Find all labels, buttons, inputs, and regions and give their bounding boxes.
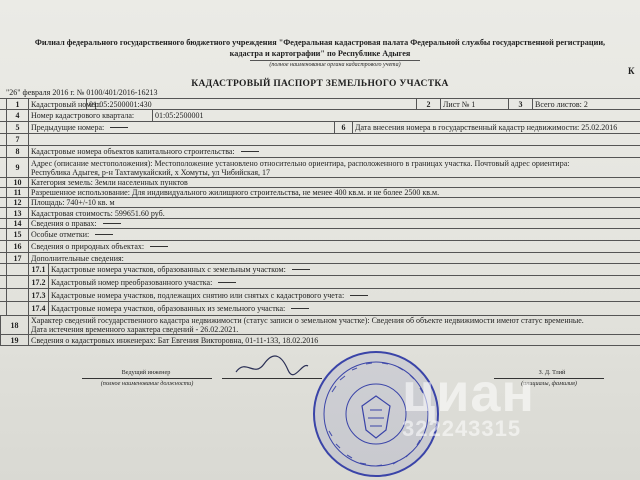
row-capital-objects bbox=[0, 146, 640, 158]
row-number: 17.1 bbox=[28, 264, 48, 275]
row-address bbox=[0, 158, 640, 178]
row-number: 6 bbox=[334, 122, 352, 133]
additional-info-label: Дополнительные сведения: bbox=[28, 253, 640, 263]
row-number: 17 bbox=[6, 253, 28, 263]
empty-value-dash bbox=[150, 246, 168, 247]
row-number: 1 bbox=[6, 99, 28, 109]
area: Площадь: 740+/-10 кв. м bbox=[28, 198, 640, 207]
row-number: 3 bbox=[508, 99, 532, 109]
document-title: КАДАСТРОВЫЙ ПАСПОРТ ЗЕМЕЛЬНОГО УЧАСТКА bbox=[191, 79, 449, 89]
cadastral-value: Кадастровая стоимость: 599651.60 руб. bbox=[28, 208, 640, 218]
row-number: 17.4 bbox=[28, 302, 48, 315]
row-17-2 bbox=[0, 276, 640, 289]
cadastral-number-value: 01:05:2500001:430 bbox=[86, 99, 416, 109]
temporary-expiry: Дата истечения временного характера сведений - 26.02.2021. bbox=[31, 325, 239, 334]
row-number: 5 bbox=[6, 122, 28, 133]
handwritten-signature bbox=[232, 352, 312, 380]
row-special-notes bbox=[0, 229, 640, 241]
name-caption: (инициалы, фамилия) bbox=[521, 380, 577, 387]
sheet-number: Лист № 1 bbox=[440, 99, 508, 109]
row-record-status bbox=[0, 316, 640, 335]
natural-objects-label: Сведения о природных объектах: bbox=[28, 241, 640, 252]
form-letter: К bbox=[628, 66, 635, 76]
row-number: 4 bbox=[6, 110, 28, 121]
row-cadastral-engineers bbox=[0, 335, 640, 346]
row-cadastral-value bbox=[0, 208, 640, 219]
record-status-cell bbox=[28, 316, 640, 334]
empty-value-dash bbox=[291, 308, 309, 309]
previous-numbers-label: Предыдущие номера: bbox=[28, 122, 334, 133]
row-permitted-use bbox=[0, 188, 640, 198]
quarter-number-label: Номер кадастрового квартала: bbox=[28, 110, 152, 121]
empty-value-dash bbox=[95, 234, 113, 235]
row-number: 12 bbox=[6, 198, 28, 207]
row-cadastral-number bbox=[0, 98, 640, 110]
quarter-number-value: 01:05:2500001 bbox=[152, 110, 640, 121]
row-17-1 bbox=[0, 263, 640, 276]
issuer-caption: (полное наименование органа кадастрового учета) bbox=[250, 60, 420, 68]
registration-date: Дата внесения номера в государственный кадастр недвижимости: 25.02.2016 bbox=[352, 122, 640, 133]
rights-label: Сведения о правах: bbox=[28, 219, 640, 228]
row-number: 2 bbox=[416, 99, 440, 109]
empty-value-dash bbox=[350, 295, 368, 296]
record-status: Характер сведений государственного кадастра недвижимости (статус записи о земельном участке): Сведения об объекте недвижимости имеют статус временные. bbox=[31, 316, 584, 325]
position-line bbox=[82, 378, 212, 379]
row-number: 10 bbox=[6, 178, 28, 187]
signer-name: З. Д. Тлий bbox=[538, 369, 566, 376]
cadastral-number-label: Кадастровый номер: bbox=[28, 99, 86, 109]
row-number: 13 bbox=[6, 208, 28, 218]
row-7-empty bbox=[28, 134, 640, 145]
address-cell bbox=[28, 158, 640, 177]
watermark-phone: 322243315 bbox=[402, 416, 522, 441]
cadastral-engineers: Сведения о кадастровых инженерах: Бат Евгения Викторовна, 01-11-133, 18.02.2016 bbox=[28, 335, 640, 345]
special-notes-label: Особые отметки: bbox=[28, 229, 640, 240]
address-postal: Республика Адыгея, р-н Тахтамукайский, х Хомуты, ул Чибийская, 17 bbox=[31, 167, 271, 177]
land-category: Категория земель: Земли населенных пунктов bbox=[28, 178, 640, 187]
row-additional-info bbox=[0, 253, 640, 263]
row-land-category bbox=[0, 178, 640, 188]
watermark-logo: циан bbox=[402, 363, 536, 423]
row-number: 11 bbox=[6, 188, 28, 197]
row-area bbox=[0, 198, 640, 208]
row-previous-numbers bbox=[0, 122, 640, 134]
address-description: Адрес (описание местоположения): Местоположение установлено относительно ориентира, расположенного в границах участка. Почтовый адрес ориентира: bbox=[31, 158, 570, 168]
issuer-line-2: кадастра и картографии" по Республике Адыгея bbox=[229, 49, 411, 58]
empty-value-dash bbox=[218, 282, 236, 283]
total-sheets: Всего листов: 2 bbox=[532, 99, 640, 109]
row-rights bbox=[0, 219, 640, 229]
removed-parcels-label: Кадастровые номера участков, подлежащих снятию или снятых с кадастрового учета: bbox=[48, 289, 640, 301]
signer-position: Ведущий инженер bbox=[121, 369, 171, 376]
row-number: 7 bbox=[6, 134, 28, 145]
empty-value-dash bbox=[103, 223, 121, 224]
row-number: 19 bbox=[0, 335, 28, 345]
capital-objects-label: Кадастровые номера объектов капитального строительства: bbox=[28, 146, 640, 157]
row-natural-objects bbox=[0, 241, 640, 253]
derived-parcels-label: Кадастровые номера участков, образованных из земельного участка: bbox=[48, 302, 640, 315]
empty-value-dash bbox=[292, 269, 310, 270]
row-number: 17.2 bbox=[28, 276, 48, 288]
transformed-parcel-label: Кадастровый номер преобразованного участка: bbox=[48, 276, 640, 288]
formed-with-parcels-label: Кадастровые номера участков, образованных с земельным участком: bbox=[48, 264, 640, 275]
empty-value-dash bbox=[241, 151, 259, 152]
row-number: 9 bbox=[6, 158, 28, 177]
row-number: 16 bbox=[6, 241, 28, 252]
document-date-number: "26" февраля 2016 г. № 0100/401/2016-16213 bbox=[6, 88, 158, 97]
empty-value-dash bbox=[110, 127, 128, 128]
row-number: 8 bbox=[6, 146, 28, 157]
row-quarter-number bbox=[0, 110, 640, 122]
row-number: 17.3 bbox=[28, 289, 48, 301]
permitted-use: Разрешенное использование: Для индивидуального жилищного строительства, не менее 400 кв.м. и не более 2500 кв.м. bbox=[28, 188, 640, 197]
issuer-line-1: Филиал федерального государственного бюджетного учреждения "Федеральная кадастровая палата Федеральной службы государственной регистрации, bbox=[34, 38, 606, 47]
row-number: 18 bbox=[0, 316, 28, 334]
row-number: 14 bbox=[6, 219, 28, 228]
row-17-3 bbox=[0, 289, 640, 302]
row-number: 15 bbox=[6, 229, 28, 240]
row-7 bbox=[0, 134, 640, 146]
row-17-4 bbox=[0, 302, 640, 316]
position-caption: (полное наименование должности) bbox=[100, 380, 194, 387]
